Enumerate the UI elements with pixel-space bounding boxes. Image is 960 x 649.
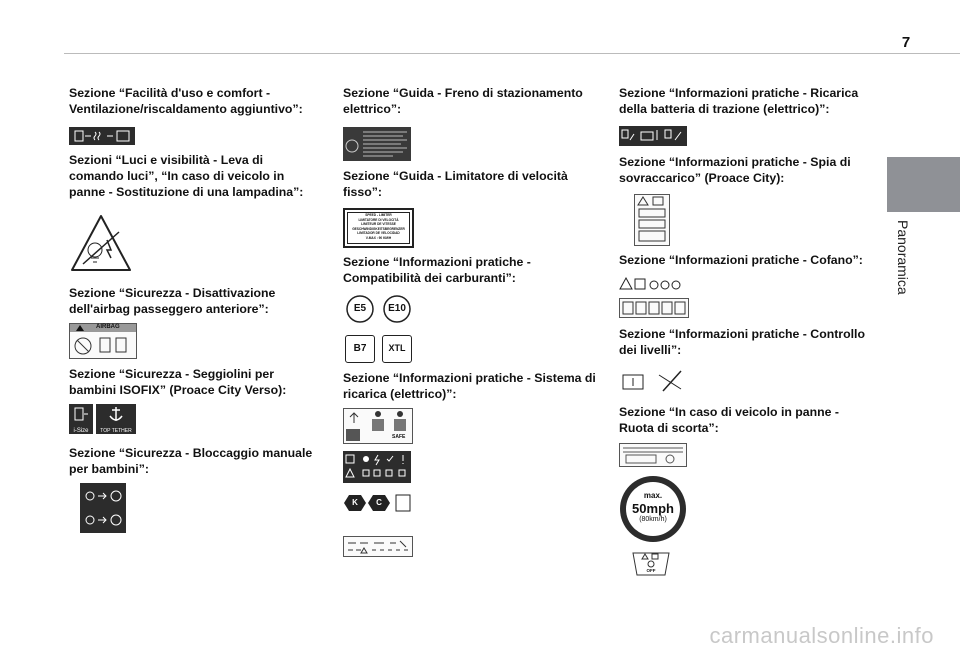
levels-icon: [619, 367, 687, 395]
levels-label-image: [619, 367, 687, 395]
col2-heading-speed-limiter: Sezione “Guida - Limitatore di velocità fisso”:: [343, 169, 568, 199]
page-number: 7: [901, 34, 911, 51]
col3-heading-battery-charge: Sezione “Informazioni pratiche - Ricarica della batteria di trazione (elettrico)”:: [619, 86, 859, 116]
parking-brake-label-image: [343, 127, 411, 161]
bonnet-warning-icon: [619, 276, 683, 292]
charging-status-icon: [343, 451, 411, 483]
isize-seat-icon: [69, 404, 93, 426]
charging-status-label-image: [343, 451, 411, 483]
header-rule: [64, 53, 960, 54]
heater-icon: [69, 127, 135, 145]
speed-limit-sticker: [619, 475, 687, 543]
col3-heading-bonnet: Sezione “Informazioni pratiche - Cofano”:: [619, 253, 863, 267]
charging-warnings-label-image: [343, 536, 413, 557]
bonnet-detail-label-image: [619, 298, 689, 318]
col3-heading-spare-wheel: Sezione “In caso di veicolo in panne - Ruota di scorta”:: [619, 405, 840, 435]
airbag-icon: [70, 324, 136, 358]
charging-connector-label-image: K C: [343, 492, 413, 514]
fuel-e10-badge: E10: [380, 294, 414, 324]
airbag-label-text: AIRBAG: [96, 324, 120, 330]
overload-label-image: [634, 194, 670, 246]
top-tether-label-image: TOP TETHER: [96, 404, 136, 434]
fuel-xtl-badge: XTL: [382, 335, 412, 363]
speed-limit-max: max.: [643, 491, 663, 500]
anchor-icon: [96, 404, 136, 426]
spare-wheel-off-label-image: OFF: [631, 551, 671, 577]
charging-warnings-icon: [344, 537, 412, 556]
battery-charge-label-image: [619, 126, 687, 146]
charging-safety-label-image: SAFE: [343, 408, 413, 444]
spare-wheel-detail-icon: [620, 444, 686, 466]
bonnet-warning-label-image: [619, 276, 683, 292]
bulb-warning-icon: [69, 212, 133, 276]
col1-heading-lights: Sezioni “Luci e visibilità - Leva di comando luci”, “In caso di veicolo in panne - Sostituzione di una lampadina”:: [69, 153, 304, 199]
fuel-b7-badge: B7: [345, 335, 375, 363]
speed-limiter-label-image: [343, 208, 414, 248]
bulb-warning-image: [69, 212, 133, 276]
bonnet-detail-icon: [620, 299, 688, 317]
isize-label-image: i-Size: [69, 404, 93, 434]
spare-wheel-off-icon: [631, 551, 671, 577]
speed-limit-value: 50mph: [632, 501, 674, 516]
col2-heading-charging: Sezione “Informazioni pratiche - Sistema di ricarica (elettrico)”:: [343, 371, 596, 401]
watermark: carmanualsonline.info: [709, 623, 934, 648]
col3-heading-levels: Sezione “Informazioni pratiche - Controllo dei livelli”:: [619, 327, 865, 357]
spare-wheel-label-image: [619, 443, 687, 467]
col1-heading-comfort: Sezione “Facilità d'uso e comfort - Ventilazione/riscaldamento aggiuntivo”:: [69, 86, 303, 116]
overload-icon: [635, 195, 669, 245]
chapter-label: Panoramica: [895, 220, 911, 295]
chapter-tab: [887, 157, 960, 212]
col1-heading-airbag: Sezione “Sicurezza - Disattivazione dell'airbag passeggero anteriore”:: [69, 286, 276, 316]
childlock-label-image: [80, 483, 126, 533]
speed-limit-kmh: (80km/h): [639, 516, 667, 523]
battery-charge-icon: [619, 126, 687, 146]
col3-heading-overload: Sezione “Informazioni pratiche - Spia di sovraccarico” (Proace City):: [619, 155, 851, 185]
heater-label-image: [69, 127, 135, 145]
col2-heading-fuel: Sezione “Informazioni pratiche - Compatibilità dei carburanti”:: [343, 255, 531, 285]
parking-brake-text-icon: [343, 127, 411, 161]
col1-heading-isofix: Sezione “Sicurezza - Seggiolini per bambini ISOFIX” (Proace City Verso):: [69, 367, 287, 397]
childlock-icon: [80, 483, 126, 533]
col2-heading-parking-brake: Sezione “Guida - Freno di stazionamento elettrico”:: [343, 86, 583, 116]
fuel-e5-badge: E5: [343, 294, 377, 324]
col1-heading-childlock: Sezione “Sicurezza - Bloccaggio manuale per bambini”:: [69, 446, 313, 476]
speed-limiter-text: SPEED - LIMITER LIMITATORE DI VELOCITÀ LIMITEUR DE VITESSE GESCHWINDIGKEITSBEGRENZER LIMITADOR DE VELOCIDAD V-MAX : 90 KM/H: [347, 212, 410, 244]
airbag-label-image: [69, 323, 137, 359]
